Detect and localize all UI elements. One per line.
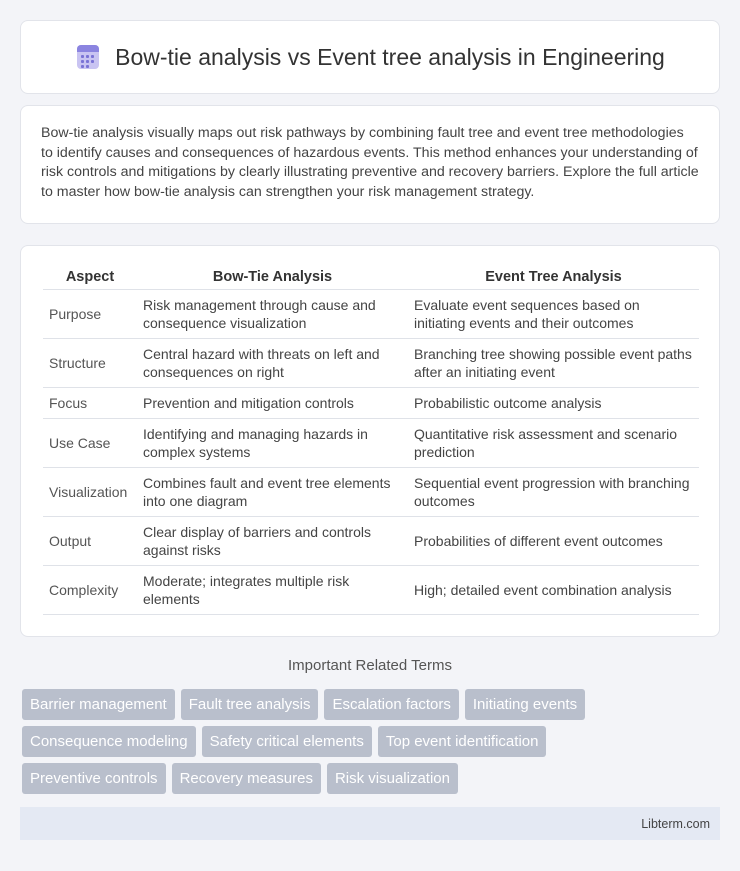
- tag-top-event-identification[interactable]: Top event identification: [378, 726, 547, 757]
- header-bowtie: Bow-Tie Analysis: [137, 264, 408, 290]
- table-row: [43, 419, 699, 468]
- comparison-card: [20, 245, 720, 637]
- tag-barrier-management[interactable]: Barrier management: [22, 689, 175, 720]
- related-terms-list: [22, 689, 722, 800]
- cell-eventtree: Probabilistic outcome analysis: [408, 388, 699, 419]
- intro-text: Bow-tie analysis visually maps out risk pathways by combining fault tree and event tree methodologies to identify causes and consequences of hazardous events. This method enhances your understanding of risk controls and mitigations by clearly illustrating preventive and recovery barriers. Explore the full article to master how bow-tie analysis can strengthen your risk management strategy.: [41, 125, 699, 200]
- cell-bowtie: Risk management through cause and consequence visualization: [137, 290, 408, 339]
- intro-card: [20, 105, 720, 224]
- cell-bowtie: Prevention and mitigation controls: [137, 388, 408, 419]
- cell-eventtree: Probabilities of different event outcomes: [408, 517, 699, 566]
- table-row: [43, 517, 699, 566]
- header-eventtree: Event Tree Analysis: [408, 264, 699, 290]
- footer-site-link[interactable]: Libterm.com: [641, 816, 710, 831]
- table-row: [43, 388, 699, 419]
- header-aspect: Aspect: [43, 264, 137, 290]
- table-row: [43, 468, 699, 517]
- tag-safety-critical-elements[interactable]: Safety critical elements: [202, 726, 372, 757]
- cell-eventtree: Sequential event progression with branching outcomes: [408, 468, 699, 517]
- cell-aspect: Visualization: [43, 468, 137, 517]
- comparison-table: [43, 264, 699, 615]
- cell-bowtie: Identifying and managing hazards in complex systems: [137, 419, 408, 468]
- tag-escalation-factors[interactable]: Escalation factors: [324, 689, 458, 720]
- tag-risk-visualization[interactable]: Risk visualization: [327, 763, 458, 794]
- cell-aspect: Complexity: [43, 566, 137, 615]
- cell-bowtie: Central hazard with threats on left and consequences on right: [137, 339, 408, 388]
- cell-aspect: Focus: [43, 388, 137, 419]
- tag-consequence-modeling[interactable]: Consequence modeling: [22, 726, 196, 757]
- cell-bowtie: Moderate; integrates multiple risk elements: [137, 566, 408, 615]
- cell-eventtree: High; detailed event combination analysis: [408, 566, 699, 615]
- related-terms-title: Important Related Terms: [288, 657, 452, 674]
- tag-initiating-events[interactable]: Initiating events: [465, 689, 585, 720]
- table-header-row: [43, 264, 699, 290]
- cell-aspect: Output: [43, 517, 137, 566]
- page-title: Bow-tie analysis vs Event tree analysis in Engineering: [115, 43, 665, 70]
- table-row: [43, 566, 699, 615]
- table-row: [43, 290, 699, 339]
- footer: [20, 807, 720, 840]
- table-row: [43, 339, 699, 388]
- tag-fault-tree-analysis[interactable]: Fault tree analysis: [181, 689, 319, 720]
- cell-bowtie: Clear display of barriers and controls against risks: [137, 517, 408, 566]
- cell-bowtie: Combines fault and event tree elements into one diagram: [137, 468, 408, 517]
- cell-aspect: Structure: [43, 339, 137, 388]
- cell-eventtree: Branching tree showing possible event paths after an initiating event: [408, 339, 699, 388]
- tag-preventive-controls[interactable]: Preventive controls: [22, 763, 166, 794]
- cell-eventtree: Quantitative risk assessment and scenario prediction: [408, 419, 699, 468]
- title-card: [20, 20, 720, 94]
- tag-recovery-measures[interactable]: Recovery measures: [172, 763, 321, 794]
- document-icon: [75, 44, 101, 70]
- cell-aspect: Purpose: [43, 290, 137, 339]
- cell-eventtree: Evaluate event sequences based on initiating events and their outcomes: [408, 290, 699, 339]
- cell-aspect: Use Case: [43, 419, 137, 468]
